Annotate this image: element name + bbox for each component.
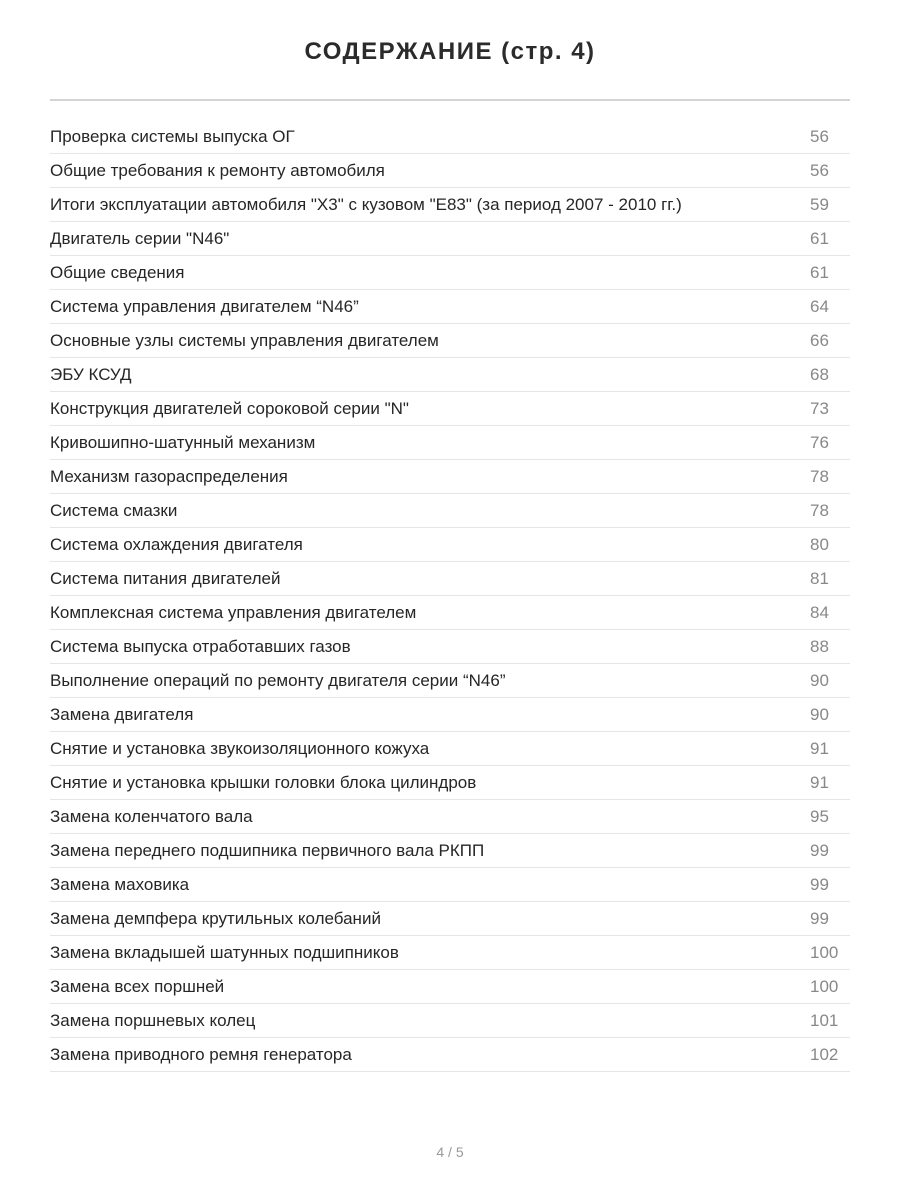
- toc-row[interactable]: [50, 562, 850, 596]
- toc-entry-title: Итоги эксплуатации автомобиля "Х3" с кузовом "Е83" (за период 2007 - 2010 гг.): [50, 194, 682, 214]
- toc-entry-title: Замена вкладышей шатунных подшипников: [50, 942, 399, 962]
- toc-row[interactable]: [50, 460, 850, 494]
- toc-entry-page: 81: [810, 568, 829, 588]
- toc-row[interactable]: [50, 324, 850, 358]
- toc-row[interactable]: [50, 256, 850, 290]
- toc-entry-title: Замена двигателя: [50, 704, 194, 724]
- toc-entry-title: Снятие и установка звукоизоляционного кожуха: [50, 738, 430, 758]
- toc-row[interactable]: [50, 868, 850, 902]
- toc-entry-page: 99: [810, 840, 829, 860]
- toc-row[interactable]: [50, 970, 850, 1004]
- toc-row[interactable]: [50, 936, 850, 970]
- toc-entry-page: 56: [810, 160, 829, 180]
- toc-entry-page: 64: [810, 296, 829, 316]
- toc-entry-page: 99: [810, 874, 829, 894]
- table-of-contents: [50, 120, 850, 1072]
- toc-row[interactable]: [50, 528, 850, 562]
- toc-row[interactable]: [50, 494, 850, 528]
- toc-row[interactable]: [50, 222, 850, 256]
- toc-row[interactable]: [50, 1038, 850, 1072]
- toc-row[interactable]: [50, 426, 850, 460]
- toc-row[interactable]: [50, 120, 850, 154]
- toc-entry-page: 66: [810, 330, 829, 350]
- toc-entry-page: 56: [810, 126, 829, 146]
- toc-entry-page: 101: [810, 1010, 839, 1030]
- toc-entry-page: 84: [810, 602, 829, 622]
- toc-entry-page: 88: [810, 636, 829, 656]
- toc-entry-title: Механизм газораспределения: [50, 466, 288, 486]
- toc-entry-page: 90: [810, 704, 829, 724]
- toc-entry-title: Замена коленчатого вала: [50, 806, 253, 826]
- toc-entry-title: Замена поршневых колец: [50, 1010, 256, 1030]
- toc-row[interactable]: [50, 1004, 850, 1038]
- toc-entry-page: 78: [810, 500, 829, 520]
- toc-entry-page: 59: [810, 194, 829, 214]
- toc-entry-title: Снятие и установка крышки головки блока цилиндров: [50, 772, 477, 792]
- toc-row[interactable]: [50, 630, 850, 664]
- toc-entry-title: Замена демпфера крутильных колебаний: [50, 908, 381, 928]
- toc-row[interactable]: [50, 358, 850, 392]
- toc-entry-title: Двигатель серии "N46": [50, 228, 230, 248]
- toc-entry-title: Конструкция двигателей сороковой серии "N": [50, 398, 409, 418]
- toc-entry-page: 100: [810, 976, 839, 996]
- toc-entry-page: 61: [810, 228, 829, 248]
- toc-entry-page: 73: [810, 398, 829, 418]
- toc-entry-title: Система смазки: [50, 500, 178, 520]
- toc-entry-page: 61: [810, 262, 829, 282]
- toc-entry-page: 95: [810, 806, 829, 826]
- toc-row[interactable]: [50, 732, 850, 766]
- toc-row[interactable]: [50, 664, 850, 698]
- toc-entry-title: Проверка системы выпуска ОГ: [50, 126, 295, 146]
- toc-row[interactable]: [50, 188, 850, 222]
- toc-entry-title: Замена маховика: [50, 874, 190, 894]
- toc-entry-title: Комплексная система управления двигателем: [50, 602, 417, 622]
- toc-entry-title: Общие сведения: [50, 262, 185, 282]
- toc-entry-title: Кривошипно-шатунный механизм: [50, 432, 316, 452]
- toc-entry-title: Замена переднего подшипника первичного вала РКПП: [50, 840, 485, 860]
- page-counter: 4 / 5: [436, 1144, 464, 1160]
- toc-row[interactable]: [50, 800, 850, 834]
- toc-entry-page: 90: [810, 670, 829, 690]
- toc-row[interactable]: [50, 698, 850, 732]
- toc-row[interactable]: [50, 154, 850, 188]
- toc-entry-page: 102: [810, 1044, 839, 1064]
- toc-entry-title: Система управления двигателем “N46”: [50, 296, 359, 316]
- title-divider: [50, 99, 850, 101]
- toc-entry-page: 78: [810, 466, 829, 486]
- toc-row[interactable]: [50, 902, 850, 936]
- toc-entry-page: 76: [810, 432, 829, 452]
- toc-entry-title: Основные узлы системы управления двигателем: [50, 330, 439, 350]
- toc-entry-page: 68: [810, 364, 829, 384]
- toc-entry-title: Замена всех поршней: [50, 976, 225, 996]
- toc-entry-title: Выполнение операций по ремонту двигателя серии “N46”: [50, 670, 506, 690]
- toc-entry-title: Система выпуска отработавших газов: [50, 636, 351, 656]
- toc-entry-page: 91: [810, 738, 829, 758]
- toc-row[interactable]: [50, 834, 850, 868]
- toc-row[interactable]: [50, 766, 850, 800]
- toc-entry-page: 80: [810, 534, 829, 554]
- toc-entry-title: Система охлаждения двигателя: [50, 534, 303, 554]
- toc-entry-page: 100: [810, 942, 839, 962]
- toc-entry-title: Общие требования к ремонту автомобиля: [50, 160, 385, 180]
- toc-entry-title: Система питания двигателей: [50, 568, 281, 588]
- page-title: СОДЕРЖАНИЕ (стр. 4): [304, 38, 596, 65]
- toc-row[interactable]: [50, 392, 850, 426]
- toc-entry-title: Замена приводного ремня генератора: [50, 1044, 352, 1064]
- toc-entry-page: 91: [810, 772, 829, 792]
- toc-row[interactable]: [50, 596, 850, 630]
- toc-entry-page: 99: [810, 908, 829, 928]
- toc-row[interactable]: [50, 290, 850, 324]
- toc-entry-title: ЭБУ КСУД: [50, 364, 132, 384]
